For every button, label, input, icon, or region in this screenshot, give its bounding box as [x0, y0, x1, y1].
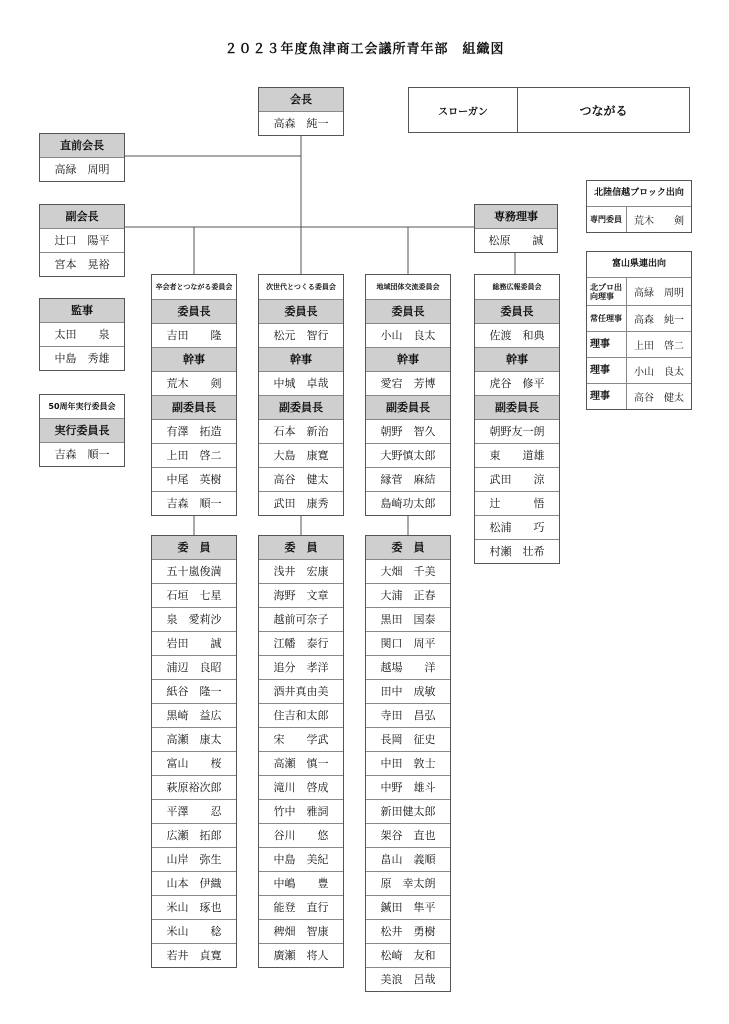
member-name: 米山 琢也: [152, 896, 236, 920]
member-name: 畠山 義順: [366, 848, 450, 872]
vice-chair-name: 上田 啓二: [152, 444, 236, 468]
chair-name: 佐渡 和典: [475, 324, 559, 348]
hokuriku-row: [587, 207, 691, 232]
committee-box: [365, 274, 451, 516]
members-header: 委 員: [259, 536, 343, 560]
secretary-name: 中城 卓哉: [259, 372, 343, 396]
member-name: 架谷 直也: [366, 824, 450, 848]
vice-chair-name: 吉森 順一: [166, 497, 222, 510]
chairman-box: [258, 87, 344, 136]
anniversary-header: 実行委員長: [40, 419, 124, 443]
member-name: 寺田 昌弘: [366, 704, 450, 728]
member-name: 山岸 弥生: [152, 848, 236, 872]
vice-chair-name: 大島 康寛: [259, 444, 343, 468]
committee-name: 次世代とつくる委員会: [259, 275, 343, 300]
past-chairman-header: 直前会長: [40, 134, 124, 158]
members-header: 委 員: [152, 536, 236, 560]
managing-director-box: [474, 204, 558, 253]
member-name: 酒井真由美: [259, 680, 343, 704]
toyama-role: 北プロ出向理事: [587, 278, 627, 305]
auditor-name: 太田 泉: [40, 323, 124, 347]
member-name: 石垣 七星: [152, 584, 236, 608]
auditors-header: 監事: [40, 299, 124, 323]
past-chairman-name: 高緑 周明: [54, 163, 110, 176]
member-name: 能登 直行: [259, 896, 343, 920]
toyama-name: 高緑 周明: [634, 288, 684, 299]
vice-chairman-name: 宮本 晃裕: [54, 258, 110, 271]
member-name: 中田 敦士: [366, 752, 450, 776]
toyama-row: [587, 358, 691, 384]
vice-chair-name: 縁菅 麻結: [366, 468, 450, 492]
toyama-role: 理事: [587, 384, 627, 409]
member-name: 黒崎 益広: [152, 704, 236, 728]
member-name: 滝川 啓成: [259, 776, 343, 800]
member-name: 中野 雄斗: [366, 776, 450, 800]
committee-name: 卒会者とつながる委員会: [152, 275, 236, 300]
member-name: 住吉和太郎: [259, 704, 343, 728]
anniversary-name: 吉森 順一: [54, 448, 110, 461]
member-name: 宋 学武: [259, 728, 343, 752]
anniversary-box: [39, 394, 125, 467]
chair-header: 委員長: [366, 300, 450, 324]
member-name: 谷川 悠: [259, 824, 343, 848]
toyama-role: 理事: [587, 332, 627, 357]
member-name: 五十嵐俊満: [152, 560, 236, 584]
secretary-header: 幹事: [475, 348, 559, 372]
toyama-name: 高谷 健太: [634, 393, 684, 404]
member-name: 泉 愛莉沙: [152, 608, 236, 632]
vice-chair-header: 副委員長: [259, 396, 343, 420]
slogan-label: スローガン: [409, 88, 518, 132]
vice-chair-name: 朝野 智久: [366, 420, 450, 444]
chair-header: 委員長: [259, 300, 343, 324]
member-name: 美浪 呂哉: [380, 973, 436, 986]
secretary-header: 幹事: [152, 348, 236, 372]
toyama-row: [587, 306, 691, 332]
secretary-header: 幹事: [366, 348, 450, 372]
member-name: 平澤 忍: [152, 800, 236, 824]
member-name: 長岡 征史: [366, 728, 450, 752]
hokuriku-box: [586, 180, 692, 233]
chair-name: 吉田 隆: [152, 324, 236, 348]
chair-header: 委員長: [152, 300, 236, 324]
toyama-name: 小山 良太: [634, 367, 684, 378]
member-name: 若井 貞寛: [166, 949, 222, 962]
vice-chair-name: 大野慎太郎: [366, 444, 450, 468]
member-name: 大浦 正春: [366, 584, 450, 608]
secretary-header: 幹事: [259, 348, 343, 372]
past-chairman-box: [39, 133, 125, 182]
toyama-header: 富山県連出向: [587, 252, 691, 278]
members-box: [365, 535, 451, 992]
hokuriku-name: 荒木 剣: [634, 216, 684, 227]
vice-chair-name: 島崎功太郎: [380, 497, 436, 510]
member-name: 海野 文章: [259, 584, 343, 608]
committee-name: 総務広報委員会: [475, 275, 559, 300]
member-name: 富山 桜: [152, 752, 236, 776]
member-name: 廣瀬 将人: [273, 949, 329, 962]
member-name: 中嶋 豊: [259, 872, 343, 896]
secretary-name: 愛宕 芳博: [366, 372, 450, 396]
member-name: 松井 勇樹: [366, 920, 450, 944]
member-name: 原 幸太朗: [366, 872, 450, 896]
member-name: 山本 伊織: [152, 872, 236, 896]
page-title: ２０２３年度魚津商工会議所青年部 組織図: [224, 42, 505, 57]
committee-box: [258, 274, 344, 516]
toyama-row: [587, 332, 691, 358]
member-name: 高瀬 康太: [152, 728, 236, 752]
member-name: 松崎 友和: [366, 944, 450, 968]
vice-chairman-name: 辻口 陽平: [40, 229, 124, 253]
vice-chair-name: 村瀬 壮希: [489, 545, 545, 558]
managing-director-header: 専務理事: [475, 205, 557, 229]
vice-chair-name: 高谷 健太: [259, 468, 343, 492]
member-name: 新田健太郎: [366, 800, 450, 824]
member-name: 関口 周平: [366, 632, 450, 656]
vice-chair-header: 副委員長: [152, 396, 236, 420]
secretary-name: 荒木 剣: [152, 372, 236, 396]
toyama-row: [587, 384, 691, 409]
member-name: 大畑 千美: [366, 560, 450, 584]
member-name: 米山 稔: [152, 920, 236, 944]
hokuriku-header: 北陸信越ブロック出向: [587, 181, 691, 207]
secretary-name: 虎谷 修平: [475, 372, 559, 396]
member-name: 黒田 国泰: [366, 608, 450, 632]
vice-chair-name: 武田 涼: [475, 468, 559, 492]
member-name: 追分 孝洋: [259, 656, 343, 680]
toyama-name: 上田 啓二: [634, 341, 684, 352]
vice-chair-name: 朝野友一朗: [475, 420, 559, 444]
chair-header: 委員長: [475, 300, 559, 324]
vice-chair-header: 副委員長: [475, 396, 559, 420]
slogan-text: つながる: [579, 103, 628, 118]
members-header: 委 員: [366, 536, 450, 560]
member-name: 江幡 泰行: [259, 632, 343, 656]
toyama-name: 高森 純一: [634, 315, 684, 326]
member-name: 高瀬 慎一: [259, 752, 343, 776]
chair-name: 松元 智行: [259, 324, 343, 348]
slogan-box: [408, 87, 690, 133]
vice-chair-name: 東 道雄: [475, 444, 559, 468]
member-name: 浅井 宏康: [259, 560, 343, 584]
member-name: 稗畑 智康: [259, 920, 343, 944]
member-name: 田中 成敏: [366, 680, 450, 704]
vice-chair-name: 中尾 英樹: [152, 468, 236, 492]
member-name: 岩田 誠: [152, 632, 236, 656]
member-name: 中島 美紀: [259, 848, 343, 872]
committee-box: [151, 274, 237, 516]
chair-name: 小山 良太: [366, 324, 450, 348]
vice-chair-name: 有澤 拓造: [152, 420, 236, 444]
vice-chair-name: 石本 新治: [259, 420, 343, 444]
member-name: 萩原裕次郎: [152, 776, 236, 800]
anniversary-caption: 50周年実行委員会: [40, 395, 124, 419]
hokuriku-role: 専門委員: [587, 207, 627, 232]
member-name: 浦辺 良昭: [152, 656, 236, 680]
vice-chair-name: 辻 悟: [475, 492, 559, 516]
managing-director-name: 松原 誠: [488, 234, 544, 247]
member-name: 越場 洋: [366, 656, 450, 680]
toyama-row: [587, 278, 691, 306]
chairman-header: 会長: [259, 88, 343, 112]
committee-name: 地域団体交流委員会: [366, 275, 450, 300]
member-name: 竹中 雅詞: [259, 800, 343, 824]
member-name: 広瀬 拓郎: [152, 824, 236, 848]
toyama-role: 理事: [587, 358, 627, 383]
member-name: 越前可奈子: [259, 608, 343, 632]
chairman-name: 高森 純一: [273, 117, 329, 130]
vice-chairmen-box: [39, 204, 125, 277]
toyama-box: [586, 251, 692, 410]
auditor-name: 中島 秀雄: [54, 352, 110, 365]
member-name: 紙谷 隆一: [152, 680, 236, 704]
committee-box: [474, 274, 560, 564]
vice-chair-header: 副委員長: [366, 396, 450, 420]
vice-chair-name: 武田 康秀: [273, 497, 329, 510]
auditors-box: [39, 298, 125, 371]
members-box: [151, 535, 237, 968]
vice-chair-name: 松浦 巧: [475, 516, 559, 540]
member-name: 鍼田 隼平: [366, 896, 450, 920]
members-box: [258, 535, 344, 968]
vice-chairmen-header: 副会長: [40, 205, 124, 229]
toyama-role: 常任理事: [587, 306, 627, 331]
